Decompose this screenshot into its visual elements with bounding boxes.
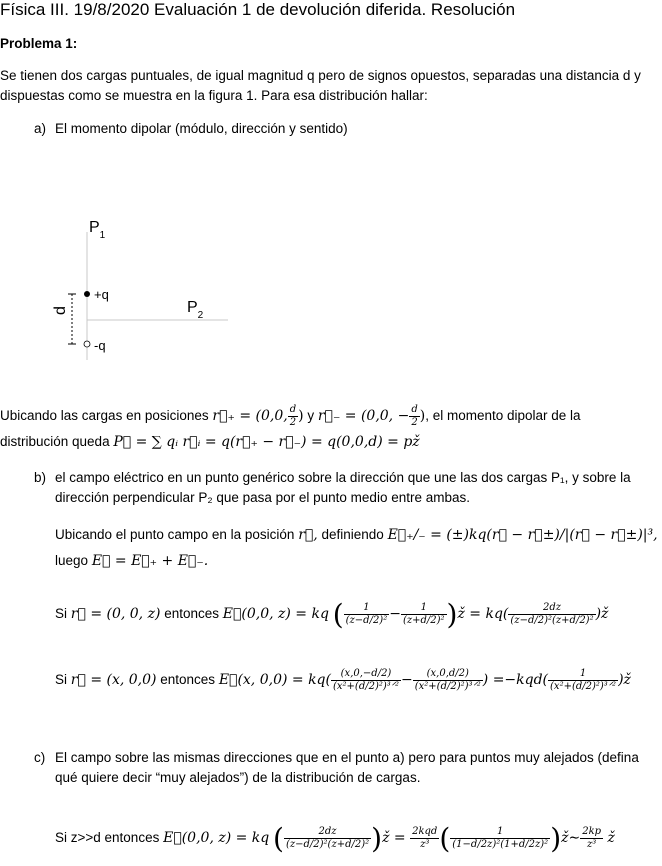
part-a-text: El momento dipolar (módulo, dirección y sentido) xyxy=(55,121,348,136)
part-c-line-2: qué quiere decir “muy alejados”) de la distribución de cargas. xyxy=(55,770,421,785)
part-b-letter: b) xyxy=(34,470,47,485)
intro-line-2: dispuestas como se muestra en la figura 1. Para esa distribución hallar: xyxy=(0,88,428,103)
sol-a-line-1: Ubicando las cargas en posiciones r⃗₊ = (0,0, $\frac{d}{2}$ ) y r⃗₋ = (0,0, − $\frac{d}{2}$ ), el momento dipolar de la xyxy=(0,404,581,428)
part-a-letter: a) xyxy=(34,121,47,136)
part-c-letter: c) xyxy=(34,750,46,765)
p1-label: $P_1$ xyxy=(89,219,106,241)
plus-q-label: +q xyxy=(94,287,109,302)
p2-label: $P_2$ xyxy=(187,299,204,321)
minus-q-label: -q xyxy=(94,338,106,353)
positive-charge xyxy=(84,291,90,297)
sol-b-line-4: Si r⃗ = (x, 0,0) entonces E⃗(x, 0,0) = kq( $\frac{(x,0,-d/2)}{\text{(x²+(d/2)²)³ᐟ²}}$ − $\frac{(x,0,d/2)}{\text{(x²+(d/2)²)³ᐟ²}}$ ) =−kqd( $\frac{1}{\text{(x²+(d/2)²)³ᐟ²}}$ )ž xyxy=(55,668,631,692)
part-c-line-1: El campo sobre las mismas direcciones que en el punto a) pero para puntos muy alejados (defina xyxy=(55,750,639,765)
sol-a-line-2: distribución queda P⃗ = ∑ qᵢ r⃗ᵢ = q(r⃗₊ − r⃗₋) = q(0,0,d) = pž xyxy=(0,434,420,450)
part-b-line-2: dirección perpendicular P₂ que pasa por el punto medio entre ambas. xyxy=(55,490,470,505)
negative-charge xyxy=(84,341,90,347)
problem-heading: Problema 1: xyxy=(0,36,78,51)
part-b-line-1: el campo eléctrico en un punto genérico sobre la dirección que une las dos cargas P₁, y sobre la xyxy=(55,470,631,485)
sol-c-line: Si z>>d entonces E⃗(0,0, z) = kq ( $\frac{2dz}{\text{(z−d/2)²(z+d/2)²}}$ )ž = $\frac{\text{2kqd}}{\text{z³}}$ ( $\frac{1}{\text{(1−d/2z)²(1+d/2z)²}}$ )ž∼ $\frac{2kp}{\text{z³}}$ ž xyxy=(55,822,615,855)
sol-b-line-1: Ubicando el punto campo en la posición r⃗, definiendo E⃗₊/₋ = (±)kq(r⃗ − r⃗±)/|(r⃗ − r⃗±)|³, xyxy=(55,527,658,543)
page-title: Física III. 19/8/2020 Evaluación 1 de devolución diferida. Resolución xyxy=(0,0,516,19)
sol-b-line-2: luego E⃗ = E⃗₊ + E⃗₋. xyxy=(55,553,209,569)
sol-b-line-3: Si r⃗ = (0, 0, z) entonces E⃗(0,0, z) = kq ( $\frac{1}{\text{(z−d/2)²}}$ − $\frac{1}{\text{(z+d/2)²}}$ )ž = kq( $\frac{2dz}{\text{(z−d/2)²(z+d/2)²}}$ )ž xyxy=(55,598,609,631)
d-label: d xyxy=(52,306,69,315)
intro-line-1: Se tienen dos cargas puntuales, de igual magnitud q pero de signos opuestos, separadas una distancia d y xyxy=(0,68,641,83)
